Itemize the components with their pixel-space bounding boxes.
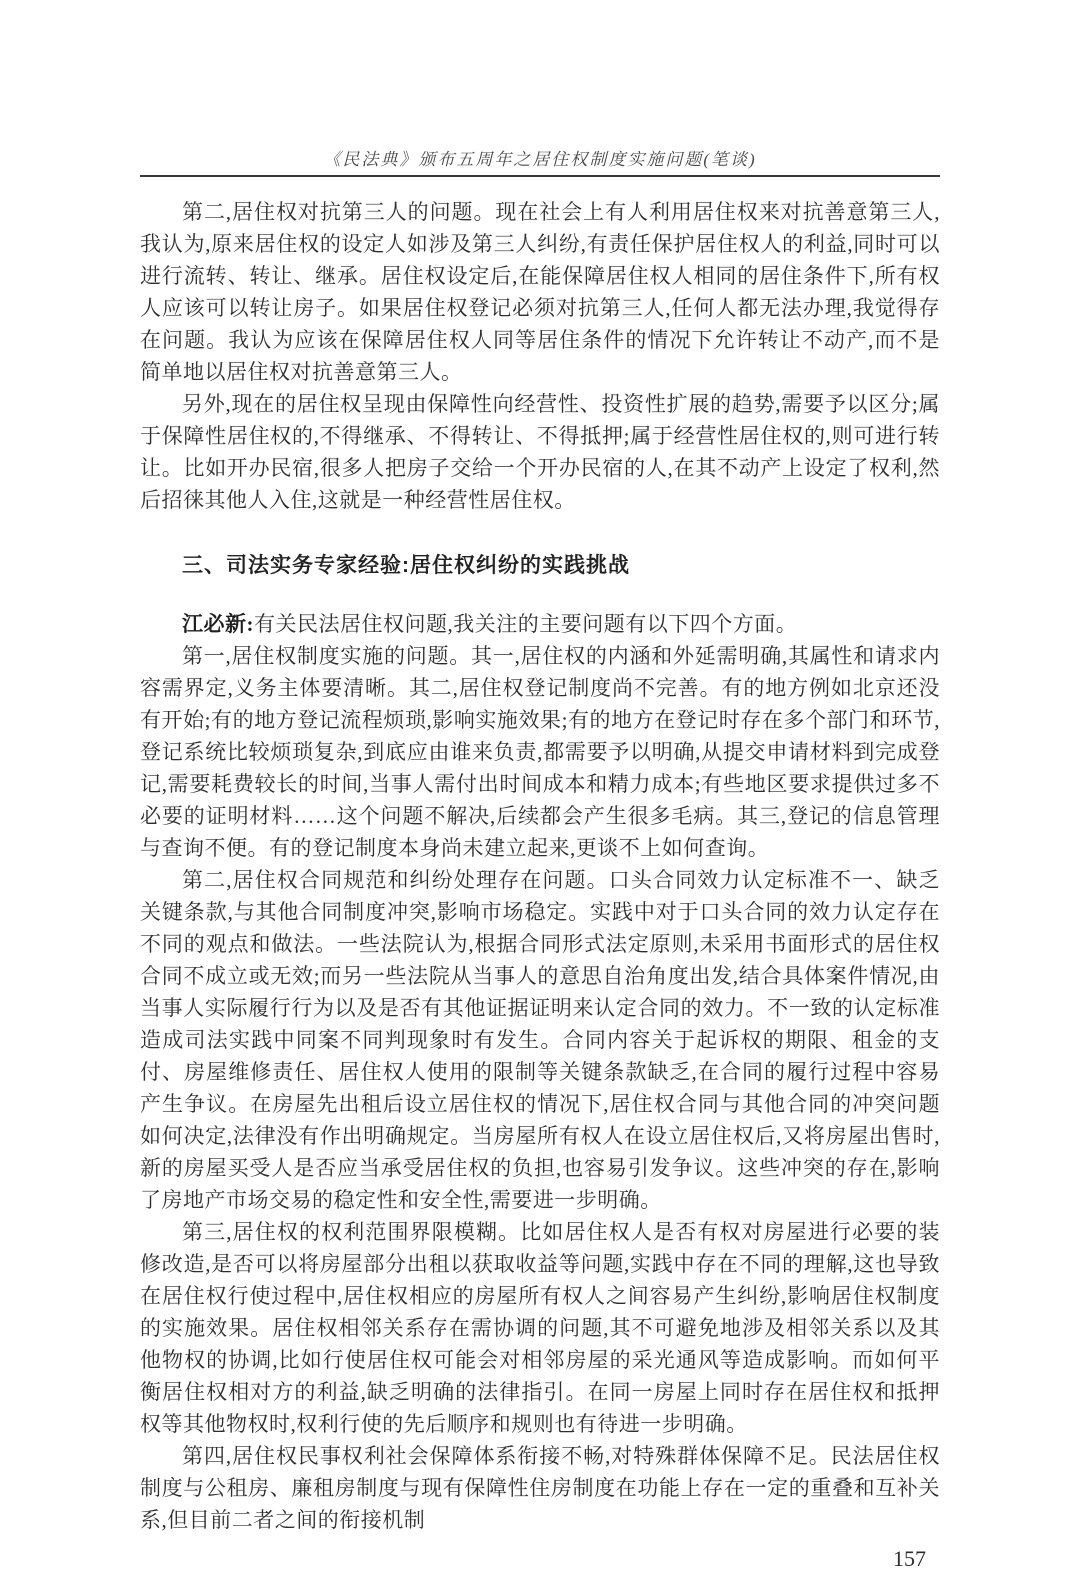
- body-paragraph-second-point: 第二,居住权对抗第三人的问题。现在社会上有人利用居住权来对抗善意第三人,我认为,原来居住权的设定人如涉及第三人纠纷,有责任保护居住权人的利益,同时可以进行流转、转让、继承。居住权设定后,在能保障居住权人相同的居住条件下,所有权人应该可以转让房子。如果居住权登记必须对抗第三人,任何人都无法办理,我觉得存在问题。我认为应该在保障居住权人同等居住条件的情况下允许转让不动产,而不是简单地以居住权对抗善意第三人。: [140, 200, 940, 384]
- body-paragraph-issue-three: 第三,居住权的权利范围界限模糊。比如居住权人是否有权对房屋进行必要的装修改造,是否可以将房屋部分出租以获取收益等问题,实践中存在不同的理解,这也导致在居住权行使过程中,居住权相应的房屋所有权人之间容易产生纠纷,影响居住权制度的实施效果。居住权相邻关系存在需协调的问题,其不可避免地涉及相邻关系以及其他物权的协调,比如行使居住权可能会对相邻房屋的采光通风等造成影响。而如何平衡居住权相对方的利益,缺乏明确的法律指引。在同一房屋上同时存在居住权和抵押权等其他物权时,权利行使的先后顺序和规则也有待进一步明确。: [140, 1220, 940, 1436]
- body-paragraph-issue-one: 第一,居住权制度实施的问题。其一,居住权的内涵和外延需明确,其属性和请求内容需界定,义务主体要清晰。其二,居住权登记制度尚不完善。有的地方例如北京还没有开始;有的地方登记流程烦琐,影响实施效果;有的地方在登记时存在多个部门和环节,登记系统比较烦琐复杂,到底应由谁来负责,都需要予以明确,从提交申请材料到完成登记,需要耗费较长的时间,当事人需付出时间成本和精力成本;有些地区要求提供过多不必要的证明材料……这个问题不解决,后续都会产生很多毛病。其三,登记的信息管理与查询不便。有的登记制度本身尚未建立起来,更谈不上如何查询。: [140, 644, 940, 860]
- section-heading: 三、司法实务专家经验:居住权纠纷的实践挑战: [182, 554, 630, 577]
- body-paragraph-additional-point: 另外,现在的居住权呈现由保障性向经营性、投资性扩展的趋势,需要予以区分;属于保障性居住权的,不得继承、不得转让、不得抵押;属于经营性居住权的,则可进行转让。比如开办民宿,很多人把房子交给一个开办民宿的人,在其不动产上设定了权利,然后招徕其他人入住,这就是一种经营性居住权。: [140, 392, 940, 512]
- speaker-name: 江必新:: [182, 612, 254, 636]
- page-content: [140, 0, 940, 1573]
- body-paragraph-issue-two: 第二,居住权合同规范和纠纷处理存在问题。口头合同效力认定标准不一、缺乏关键条款,与其他合同制度冲突,影响市场稳定。实践中对于口头合同的效力认定存在不同的观点和做法。一些法院认为,根据合同形式法定原则,未采用书面形式的居住权合同不成立或无效;而另一些法院从当事人的意思自治角度出发,结合具体案件情况,由当事人实际履行行为以及是否有其他证据证明来认定合同的效力。不一致的认定标准造成司法实践中同案不同判现象时有发生。合同内容关于起诉权的期限、租金的支付、房屋维修责任、居住权人使用的限制等关键条款缺乏,在合同的履行过程中容易产生争议。在房屋先出租后设立居住权的情况下,居住权合同与其他合同的冲突问题如何决定,法律没有作出明确规定。当房屋所有权人在设立居住权后,又将房屋出售时,新的房屋买受人是否应当承受居住权的负担,也容易引发争议。这些冲突的存在,影响了房地产市场交易的稳定性和安全性,需要进一步明确。: [140, 868, 940, 1212]
- body-paragraph-issue-four: 第四,居住权民事权利社会保障体系衔接不畅,对特殊群体保障不足。民法居住权制度与公租房、廉租房制度与现有保障性住房制度在功能上存在一定的重叠和互补关系,但目前二者之间的衔接机制: [140, 1444, 940, 1532]
- page-footer: [140, 1545, 940, 1573]
- header-divider: [140, 175, 940, 177]
- article-body: [140, 196, 940, 1536]
- running-head-title: 《民法典》颁布五周年之居住权制度实施问题(笔谈): [323, 150, 757, 169]
- page-number: 157: [893, 1546, 926, 1571]
- speaker-intro-text: 有关民法居住权问题,我关注的主要问题有以下四个方面。: [254, 612, 798, 636]
- speaker-paragraph: [140, 608, 940, 640]
- page-header: [140, 148, 940, 177]
